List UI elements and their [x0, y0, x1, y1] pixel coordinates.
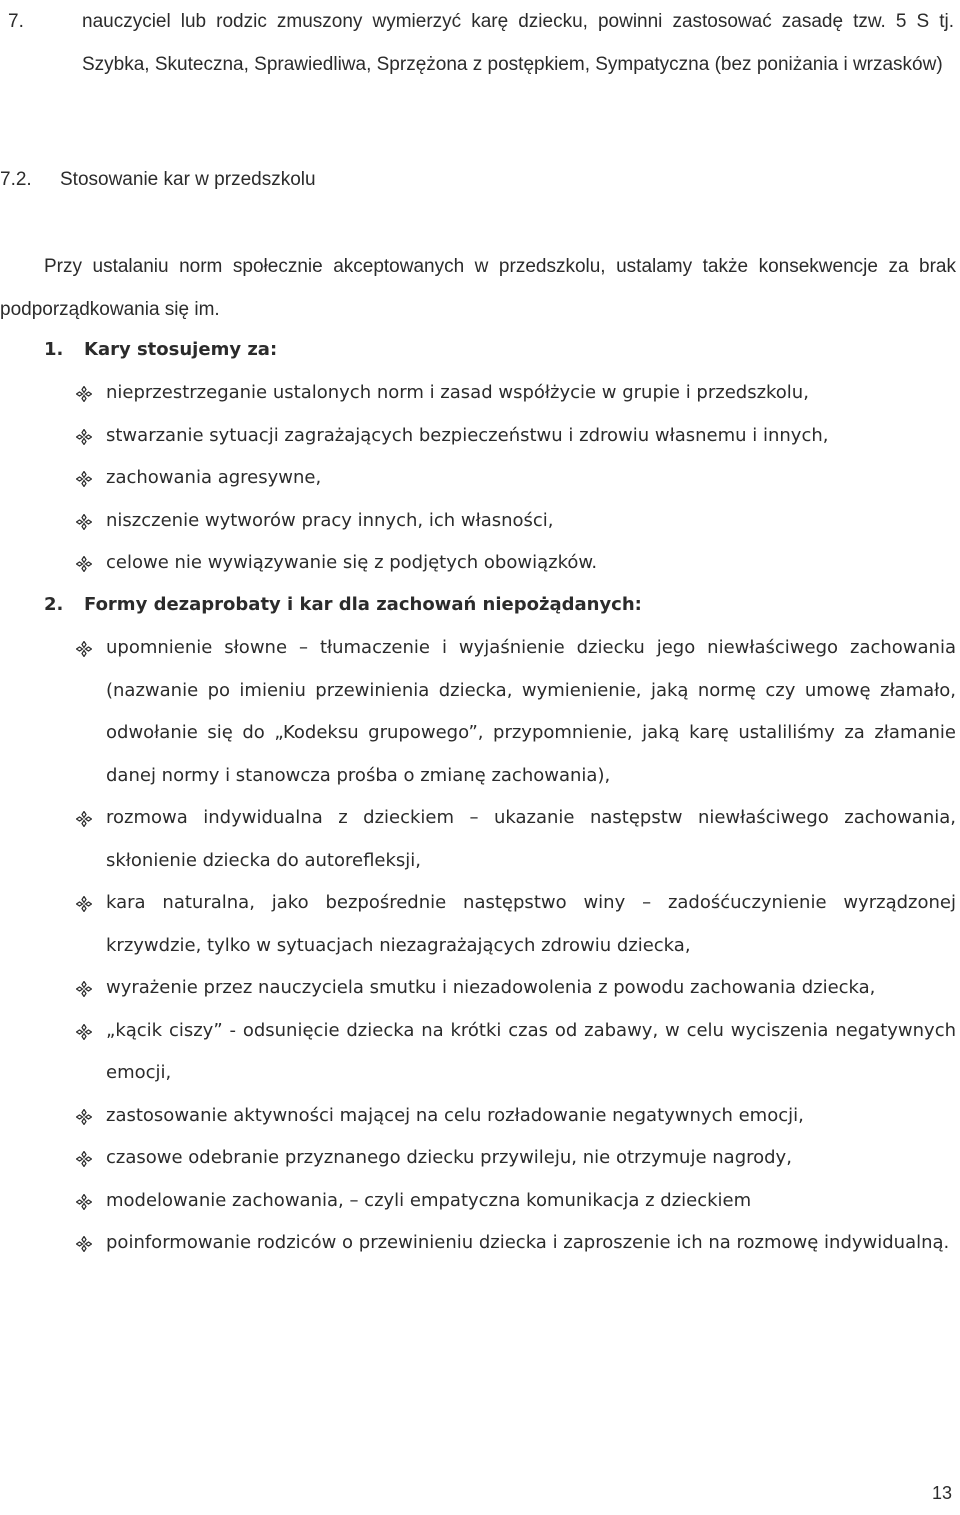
- diamond-bullet-icon: [76, 967, 92, 997]
- subheading-formy: [44, 585, 642, 625]
- diamond-bullet-icon: [76, 882, 92, 912]
- diamond-bullet-icon: [76, 797, 92, 827]
- intro-paragraph: [0, 245, 956, 331]
- subheading-kary: [44, 330, 277, 370]
- list-item-7: [8, 0, 954, 86]
- diamond-bullet-icon: [76, 1010, 92, 1040]
- diamond-bullet-icon: [76, 457, 92, 487]
- list-item: [76, 967, 956, 1010]
- list-item: [76, 882, 956, 967]
- list-item: [76, 1010, 956, 1095]
- diamond-bullet-icon: [76, 372, 92, 402]
- list-item: [76, 1180, 956, 1223]
- kary-list: [76, 372, 956, 585]
- diamond-bullet-icon: [76, 627, 92, 657]
- formy-list: [76, 627, 956, 1265]
- subheading-number: 2.: [44, 594, 64, 615]
- list-item-text: rozmowa indywidualna z dzieckiem – ukazanie następstw niewłaściwego zachowania, skłonienie dziecka do autorefleksji,: [106, 807, 956, 871]
- list-item-text: kara naturalna, jako bezpośrednie następstwo winy – zadośćuczynienie wyrządzonej krzywdzie, tylko w sytuacjach niezagrażających zdrowiu dziecka,: [106, 892, 956, 956]
- list-item: [76, 457, 956, 500]
- subheading-number: 1.: [44, 339, 64, 360]
- list-item-text: „kącik ciszy” - odsunięcie dziecka na krótki czas od zabawy, w celu wyciszenia negatywnych emocji,: [106, 1019, 956, 1083]
- diamond-bullet-icon: [76, 500, 92, 530]
- section-number: 7.2.: [0, 169, 32, 190]
- list-item-text: modelowanie zachowania, – czyli empatyczna komunikacja z dzieckiem: [106, 1189, 752, 1211]
- page-number: 13: [931, 1483, 952, 1503]
- list-item-text: wyrażenie przez nauczyciela smutku i niezadowolenia z powodu zachowania dziecka,: [106, 977, 876, 998]
- list-item: [76, 1222, 956, 1265]
- list-item-text: celowe nie wywiązywanie się z podjętych obowiązków.: [106, 552, 598, 573]
- diamond-bullet-icon: [76, 1095, 92, 1125]
- list-item-text: czasowe odebranie przyznanego dziecku przywileju, nie otrzymuje nagrody,: [106, 1147, 792, 1168]
- list-item-text: zachowania agresywne,: [106, 467, 322, 488]
- item-number: 7.: [8, 11, 24, 32]
- subheading-title: Formy dezaprobaty i kar dla zachowań niepożądanych:: [84, 594, 642, 615]
- list-item: [76, 372, 956, 415]
- list-item-text: zastosowanie aktywności mającej na celu rozładowanie negatywnych emocji,: [106, 1104, 804, 1126]
- list-item: [76, 1095, 956, 1138]
- intro-text: Przy ustalaniu norm społecznie akceptowanych w przedszkolu, ustalamy także konsekwencje za brak podporządkowania się im.: [0, 256, 956, 320]
- list-item: [76, 500, 956, 543]
- diamond-bullet-icon: [76, 1180, 92, 1210]
- list-item: [76, 542, 956, 585]
- subheading-title: Kary stosujemy za:: [84, 339, 278, 360]
- diamond-bullet-icon: [76, 415, 92, 445]
- diamond-bullet-icon: [76, 1137, 92, 1167]
- section-heading: [0, 160, 316, 200]
- list-item: [76, 415, 956, 458]
- list-item-text: poinformowanie rodziców o przewinieniu dziecka i zaproszenie ich na rozmowę indywidualną.: [106, 1232, 950, 1253]
- diamond-bullet-icon: [76, 1222, 92, 1252]
- diamond-bullet-icon: [76, 542, 92, 572]
- list-item: [76, 797, 956, 882]
- list-item: [76, 1137, 956, 1180]
- section-title: Stosowanie kar w przedszkolu: [60, 169, 316, 190]
- list-item-text: stwarzanie sytuacji zagrażających bezpieczeństwu i zdrowiu własnemu i innych,: [106, 424, 829, 446]
- list-item-text: niszczenie wytworów pracy innych, ich własności,: [106, 509, 554, 531]
- list-item-text: nieprzestrzeganie ustalonych norm i zasad współżycie w grupie i przedszkolu,: [106, 382, 809, 403]
- list-item-text: upomnienie słowne – tłumaczenie i wyjaśnienie dziecku jego niewłaściwego zachowania (nazwanie po imieniu przewinienia dziecka, wymienienie, jaką normę czy umowę złamało, odwołanie się do „Kodeksu grupowego”, przypomnienie, jaką karę ustaliliśmy za złamanie danej normy i stanowcza prośba o zmianę zachowania),: [106, 637, 956, 786]
- item-text: nauczyciel lub rodzic zmuszony wymierzyć karę dziecku, powinni zastosować zasadę tzw. 5 S tj. Szybka, Skuteczna, Sprawiedliwa, Sprzężona z postępkiem, Sympatyczna (bez poniżania i wrzasków): [82, 11, 954, 75]
- list-item: [76, 627, 956, 797]
